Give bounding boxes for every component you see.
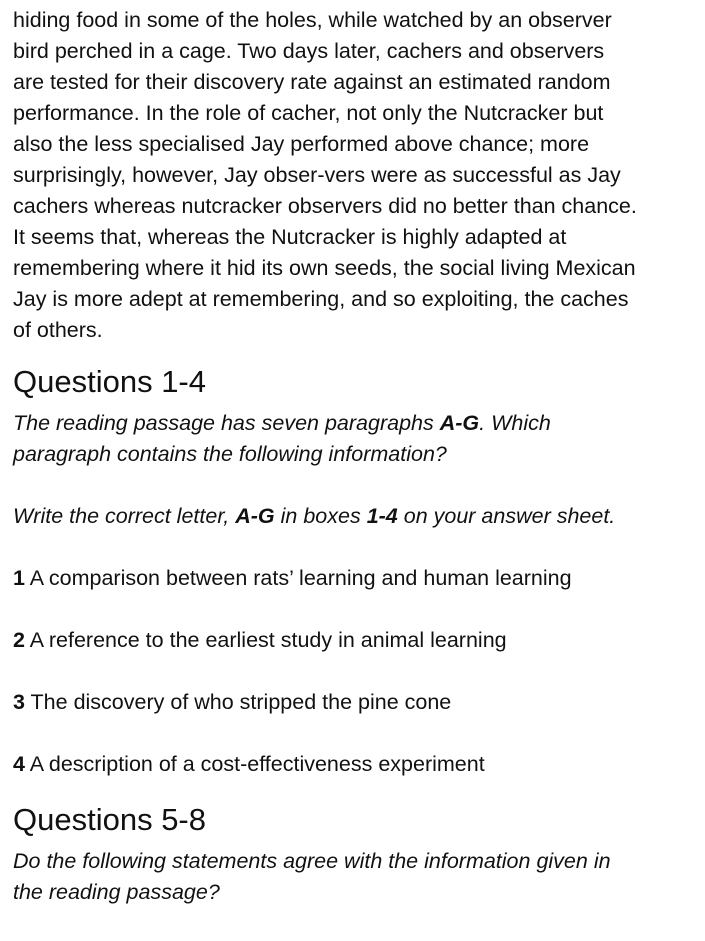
instruction-text: in boxes bbox=[274, 504, 367, 528]
instruction-line bbox=[13, 501, 698, 532]
instruction-text: The reading passage has seven paragraphs bbox=[13, 411, 440, 435]
passage-line: are tested for their discovery rate against an estimated random bbox=[13, 70, 611, 94]
question-item bbox=[13, 625, 698, 656]
question-number: 1 bbox=[13, 566, 25, 590]
question-text: A reference to the earliest study in animal learning bbox=[24, 628, 507, 652]
instruction-text: . Which bbox=[479, 411, 551, 435]
question-text: The discovery of who stripped the pine cone bbox=[24, 690, 452, 714]
passage-line: It seems that, whereas the Nutcracker is highly adapted at bbox=[13, 225, 567, 249]
answer-instruction bbox=[13, 501, 698, 532]
passage-line: remembering where it hid its own seeds, the social living Mexican bbox=[13, 256, 636, 280]
passage-line: Jay is more adept at remembering, and so exploiting, the caches bbox=[13, 287, 629, 311]
question-text: A comparison between rats’ learning and human learning bbox=[24, 566, 572, 590]
questions-5-8-heading: Questions 5-8 bbox=[13, 802, 206, 837]
question-item bbox=[13, 749, 698, 780]
document-page bbox=[13, 0, 698, 908]
instruction-text: on your answer sheet. bbox=[397, 504, 616, 528]
instruction-line bbox=[13, 408, 698, 439]
instruction-bold-range: A-G bbox=[439, 411, 480, 435]
true-false-instruction bbox=[13, 846, 698, 908]
matching-instruction bbox=[13, 408, 698, 470]
question-number: 2 bbox=[13, 628, 25, 652]
passage-line: cachers whereas nutcracker observers did no better than chance. bbox=[13, 194, 637, 218]
question-number: 3 bbox=[13, 690, 25, 714]
question-list bbox=[13, 563, 698, 780]
instruction-bold-range: A-G bbox=[235, 504, 275, 528]
passage-line: bird perched in a cage. Two days later, cachers and observers bbox=[13, 39, 605, 63]
instruction-text: Write the correct letter, bbox=[13, 504, 236, 528]
passage-line: of others. bbox=[13, 318, 103, 342]
question-text: A description of a cost-effectiveness experiment bbox=[24, 752, 485, 776]
question-number: 4 bbox=[13, 752, 25, 776]
passage-line: hiding food in some of the holes, while watched by an observer bbox=[13, 8, 612, 32]
passage-paragraph bbox=[13, 0, 698, 346]
instruction-line: Do the following statements agree with the information given in bbox=[13, 849, 611, 873]
instruction-bold-boxes: 1-4 bbox=[366, 504, 398, 528]
passage-line: surprisingly, however, Jay obser-vers were as successful as Jay bbox=[13, 163, 621, 187]
questions-1-4-heading: Questions 1-4 bbox=[13, 364, 206, 399]
passage-line: also the less specialised Jay performed above chance; more bbox=[13, 132, 590, 156]
instruction-line: the reading passage? bbox=[13, 880, 220, 904]
passage-line: performance. In the role of cacher, not only the Nutcracker but bbox=[13, 101, 604, 125]
instruction-line: paragraph contains the following information? bbox=[13, 442, 447, 466]
question-item bbox=[13, 563, 698, 594]
question-item bbox=[13, 687, 698, 718]
